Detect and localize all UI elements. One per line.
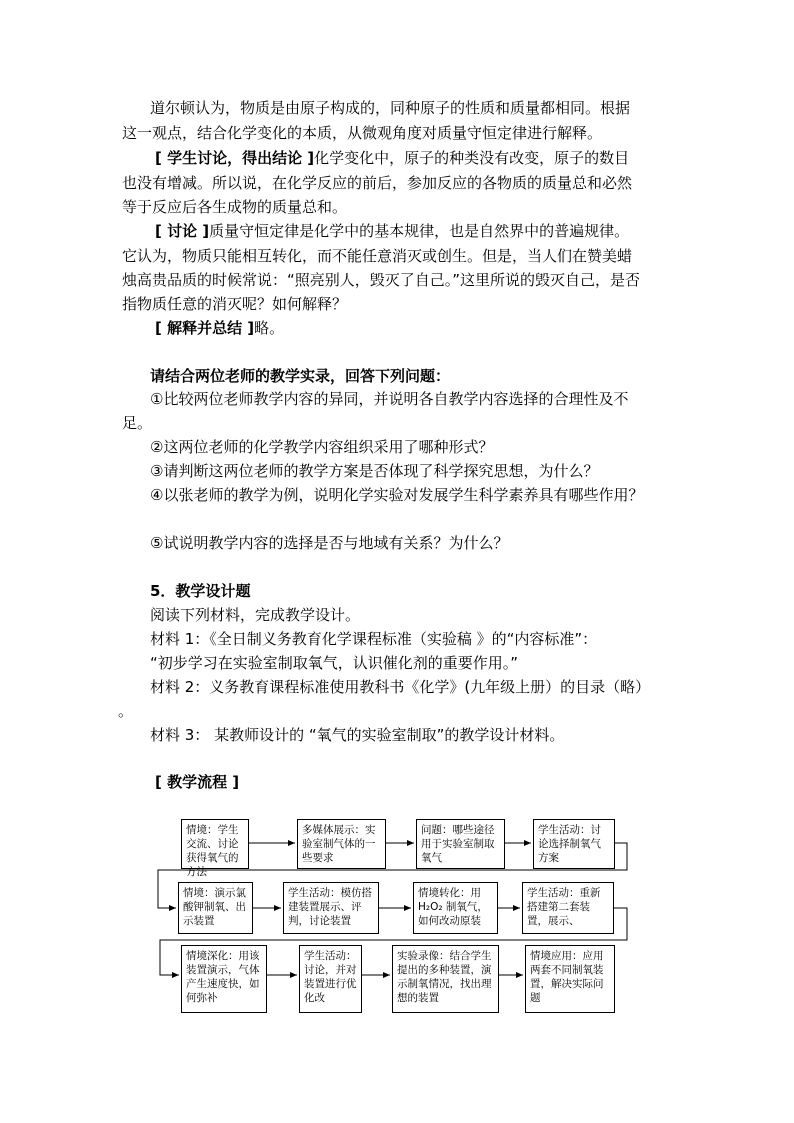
flow-box-r2-2: 学生活动：模仿搭建装置展示、评判，讨论装置: [283, 882, 379, 934]
paragraph-2-line-2: 也没有增减。所以说，在化学反应的前后，参加反应的各物质的质量总和必然: [122, 174, 633, 192]
section-5-heading: 5．教学设计题: [150, 582, 251, 600]
student-discussion-tag: [ 学生讨论，得出结论 ]: [155, 149, 315, 167]
flow-box-r2-3: 情境转化：用H₂O₂ 制氧气，如何改动原装: [413, 882, 498, 934]
flow-title: [ 教学流程 ]: [155, 773, 240, 791]
summary-text: 略。: [254, 319, 285, 337]
paragraph-2-text: 化学变化中，原子的种类没有改变，原子的数目: [314, 149, 630, 167]
material-3: 材料 3： 某教师设计的 “氧气的实验室制取”的教学设计材料。: [150, 726, 565, 744]
paragraph-3-text: 质量守恒定律是化学中的基本规律，也是自然界中的普遍规律。: [209, 222, 630, 240]
paragraph-3-line-4: 指物质任意的消灭呢？如何解释？: [122, 295, 348, 313]
flow-box-r3-1: 情境深化：用该装置演示，气体产生速度快，如何弥补: [181, 945, 267, 1013]
flow-box-r2-1: 情境：演示氯酸钾制氧、出示装置: [178, 882, 253, 934]
flow-box-r1-3: 问题：哪些途径 用于实验室制取氧气: [416, 819, 505, 869]
section-5-instruction: 阅读下列材料，完成教学设计。: [150, 606, 361, 624]
question-1-line-1: ①比较两位老师教学内容的异同，并说明各自教学内容选择的合理性及不: [150, 390, 629, 408]
flow-box-r3-3: 实验录像：结合学生提出的多种装置，演示制氧情况，找出理想的装置: [392, 945, 499, 1013]
material-2-line-2: 。: [118, 702, 134, 720]
material-2-line-1: 材料 2：义务教育课程标准使用教科书《化学》(九年级上册）的目录（略）: [150, 678, 651, 696]
flow-box-r3-4: 情境应用：应用两套不同制氧装置，解决实际问题: [525, 945, 615, 1013]
question-2: ②这两位老师的化学教学内容组织采用了哪种形式？: [150, 438, 494, 456]
flow-box-r1-1: 情境：学生交流、讨论获得氧气的方法: [181, 819, 249, 869]
question-1-line-2: 足。: [122, 414, 153, 432]
paragraph-1-line-2: 这一观点，结合化学变化的本质，从微观角度对质量守恒定律进行解释。: [122, 124, 603, 142]
question-4: ④以张老师的教学为例，说明化学实验对发展学生科学素养具有哪些作用？: [150, 486, 644, 504]
paragraph-3-line-2: 它认为，物质只能相互转化，而不能任意消灭或创生。但是，当人们在赞美蜡: [122, 247, 633, 265]
questions-intro: 请结合两位老师的教学实录，回答下列问题：: [150, 367, 451, 385]
material-1-line-1: 材料 1：《全日制义务教育化学课程标准（实验稿 》的“内容标准”：: [150, 630, 598, 648]
flow-box-r3-2: 学生活动：讨论，并对装置进行优化改: [299, 945, 362, 1013]
discussion-tag: [ 讨论 ]: [155, 222, 210, 240]
paragraph-2-line-3: 等于反应后各生成物的质量总和。: [122, 198, 348, 216]
paragraph-3-line-3: 烛高贵品质的时候常说：“照亮别人，毁灭了自己。”这里所说的毁灭自己，是否: [122, 271, 641, 289]
flow-box-r1-2: 多媒体展示：实验室制气体的一些要求: [297, 819, 386, 869]
question-3: ③请判断这两位老师的教学方案是否体现了科学探究思想，为什么？: [150, 462, 599, 480]
material-1-line-2: “初步学习在实验室制取氧气，认识催化剂的重要作用。”: [150, 654, 519, 672]
flow-box-r1-4: 学生活动：讨论选择制氧气方案: [533, 819, 615, 869]
flow-box-r2-4: 学生活动：重新搭建第二套装置，展示、: [522, 882, 614, 934]
paragraph-1-line-1: 道尔顿认为，物质是由原子构成的，同种原子的性质和质量都相同。根据: [150, 99, 631, 117]
summary-tag: [ 解释并总结 ]: [155, 319, 255, 337]
question-5: ⑤试说明教学内容的选择是否与地域有关系？为什么？: [150, 534, 509, 552]
